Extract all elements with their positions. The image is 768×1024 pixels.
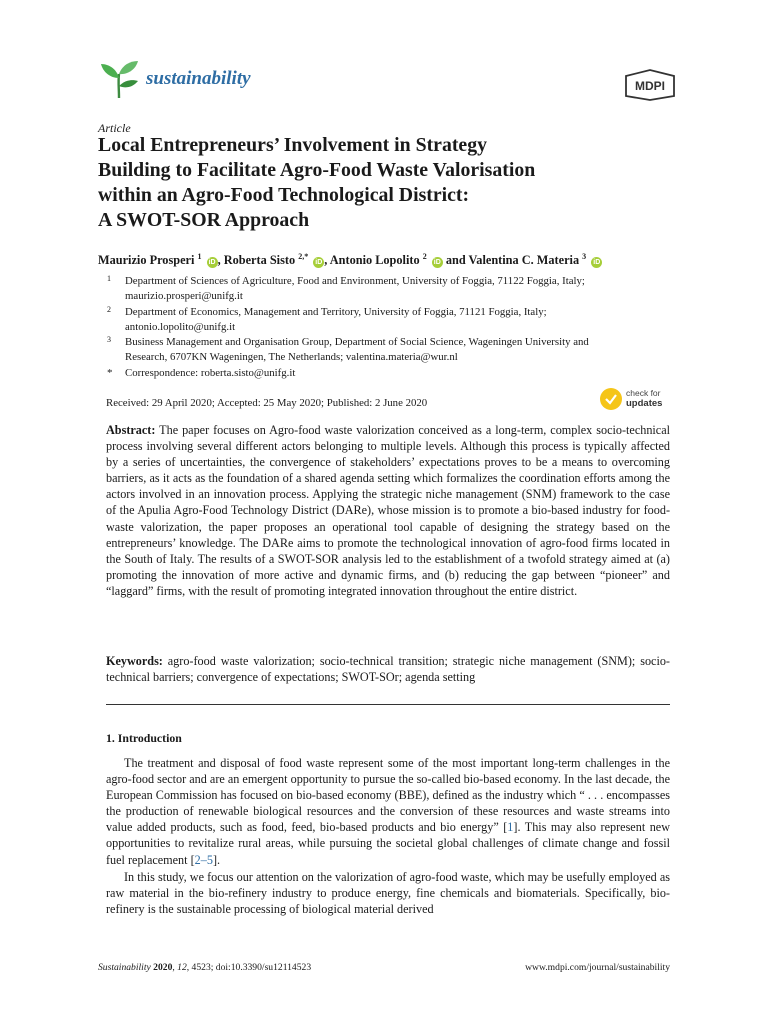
affiliation-item	[98, 305, 678, 336]
title-line: within an Agro-Food Technological District:	[98, 184, 470, 206]
orcid-icon[interactable]: iD	[315, 259, 323, 267]
title-line: A SWOT-SOR Approach	[98, 209, 310, 231]
affiliation-list	[98, 274, 678, 381]
affiliation-line: Department of Economics, Management and Territory, University of Foggia, 71121 Foggia, Italy;	[125, 305, 547, 318]
orcid-icon[interactable]: iD	[433, 259, 441, 267]
section-heading: 1. Introduction	[106, 731, 182, 745]
affiliation-mark: 2	[107, 304, 111, 314]
intro-text: ]. This may also represent new opportunities to revitalize rural areas, while pursuing the societal global challenges of climate change and fossil fuel replacement [	[106, 820, 671, 867]
author-name: Maurizio Prosperi	[98, 253, 195, 268]
footer-journal-url[interactable]: www.mdpi.com/journal/sustainability	[525, 962, 670, 973]
affiliation-email[interactable]: antonio.lopolito@unifg.it	[125, 320, 236, 333]
journal-name: sustainability	[146, 68, 251, 89]
author-affiliation-mark: 3	[582, 252, 587, 261]
orcid-icon[interactable]: iD	[593, 259, 601, 267]
abstract-text: The paper focuses on Agro-food waste valorization conceived as a long-term, complex socio-technical process involving several different actors belonging to multiple levels. Although this process is typically affected by a series of uncertainties, the convergence of stakeholders’ expectations proves to be a means to overcoming barriers, as it acts as the foundation of a shared agenda setting which formalizes the coordination efforts among the actors involved in an innovation process. Applying the strategic niche management (SNM) framework to the case of the Apulia Agro-Food Technology District (DARe), whose mission is to promote a bio-based industry for food-waste valorization, the paper proposes an operational tool capable of designing the strategy based on the entrepreneurs’ knowledge. The DARe aims to promote the technological innovation of agro-food firms located in the South of Italy. The results of a SWOT-SOR analysis led to the establishment of a twofold strategy aimed at (a) promoting the innovation of more active and dynamic firms, and (b) reducing the gap between “pioneer” and “laggard” firms, with the result of promoting integrated innovation throughout the entire district.	[106, 423, 671, 598]
footer-citation: Sustainability 2020, 12, 4523; doi:10.3390/su12114523	[98, 962, 312, 973]
author-affiliation-mark: 2	[422, 252, 427, 261]
check-updates-icon	[600, 388, 622, 410]
article-type: Article	[98, 121, 131, 135]
title-line: Local Entrepreneurs’ Involvement in Strategy	[98, 134, 487, 156]
footer-journal: Sustainability	[98, 962, 151, 973]
correspondence-item	[98, 366, 678, 381]
affiliation-line: Research, 6707KN Wageningen, The Netherlands; valentina.materia@wur.nl	[125, 351, 458, 364]
affiliation-mark: 3	[107, 335, 111, 345]
mdpi-logo	[622, 68, 678, 102]
correspondence-line[interactable]: Correspondence: roberta.sisto@unifg.it	[125, 366, 296, 379]
author-separator: ,	[324, 253, 330, 268]
affiliation-email[interactable]: maurizio.prosperi@unifg.it	[125, 290, 243, 303]
author-separator: and	[442, 253, 469, 268]
citation-link[interactable]: 2–5	[194, 852, 213, 867]
intro-paragraph	[106, 869, 670, 917]
footer-volume: 12	[177, 962, 187, 973]
affiliation-item	[98, 274, 678, 305]
intro-text: ].	[212, 852, 221, 867]
author-name: Antonio Lopolito	[329, 253, 420, 268]
footer-year: 2020	[153, 962, 173, 973]
keywords-label: Keywords:	[106, 654, 163, 668]
intro-text: The treatment and disposal of food waste represent some of the most important long-term challenges in the agro-food sector and are an emergent opportunity to pursue the so-called bio-based economy. In the last decade, the European Commission has focused on bio-based economy (BBE), defined as the industry which “ . . . encompasses the production of renewable biological resources and the conversion of these resources and waste streams into value added products, such as food, feed, bio-based products and bio energy” [	[106, 756, 670, 835]
mdpi-logo-text: MDPI	[635, 79, 665, 93]
article-title	[98, 133, 678, 233]
title-line: Building to Facilitate Agro-Food Waste Valorisation	[98, 159, 536, 181]
citation-link[interactable]: 1	[507, 820, 514, 835]
abstract-label: Abstract:	[106, 423, 156, 437]
author-name: Roberta Sisto	[223, 253, 296, 268]
check-updates-label: check for	[626, 388, 661, 398]
abstract	[106, 422, 670, 599]
author-affiliation-mark: 2,*	[298, 252, 309, 261]
footer-doi[interactable]: , 4523; doi:10.3390/su12114523	[186, 962, 312, 973]
keywords-text: agro-food waste valorization; socio-technical transition; strategic niche management (SNM); socio-technical barriers; convergence of expectations; SWOT-SOr; agenda setting	[106, 654, 670, 685]
section-divider	[106, 704, 670, 705]
correspondence-mark: *	[107, 366, 113, 379]
author-separator: ,	[217, 253, 224, 268]
author-affiliation-mark: 1	[197, 252, 202, 261]
affiliation-mark: 1	[107, 274, 111, 283]
intro-paragraph	[106, 755, 670, 868]
affiliation-line: Department of Sciences of Agriculture, Food and Environment, University of Foggia, 71122 Foggia, Italy;	[125, 275, 585, 287]
orcid-icon[interactable]: iD	[208, 259, 216, 267]
leaf-plant-icon	[98, 58, 140, 100]
affiliation-line: Business Management and Organisation Group, Department of Social Science, Wageningen University and	[125, 336, 589, 349]
publication-dates: Received: 29 April 2020; Accepted: 25 May 2020; Published: 2 June 2020	[106, 397, 428, 409]
affiliation-item	[98, 335, 678, 366]
keywords	[106, 653, 670, 685]
journal-header	[98, 58, 678, 102]
author-list	[98, 252, 602, 268]
intro-text: In this study, we focus our attention on the valorization of agro-food waste, which may be usefully employed as raw material in the bio-refinery industry to produce energy, fine chemicals and biomaterials. Specifically, bio-refinery is the sustainable processing of biological material derived	[106, 870, 670, 917]
check-updates-label-bold: updates	[626, 398, 663, 409]
author-name: Valentina C. Materia	[468, 253, 580, 268]
check-for-updates-button[interactable]	[600, 386, 672, 412]
